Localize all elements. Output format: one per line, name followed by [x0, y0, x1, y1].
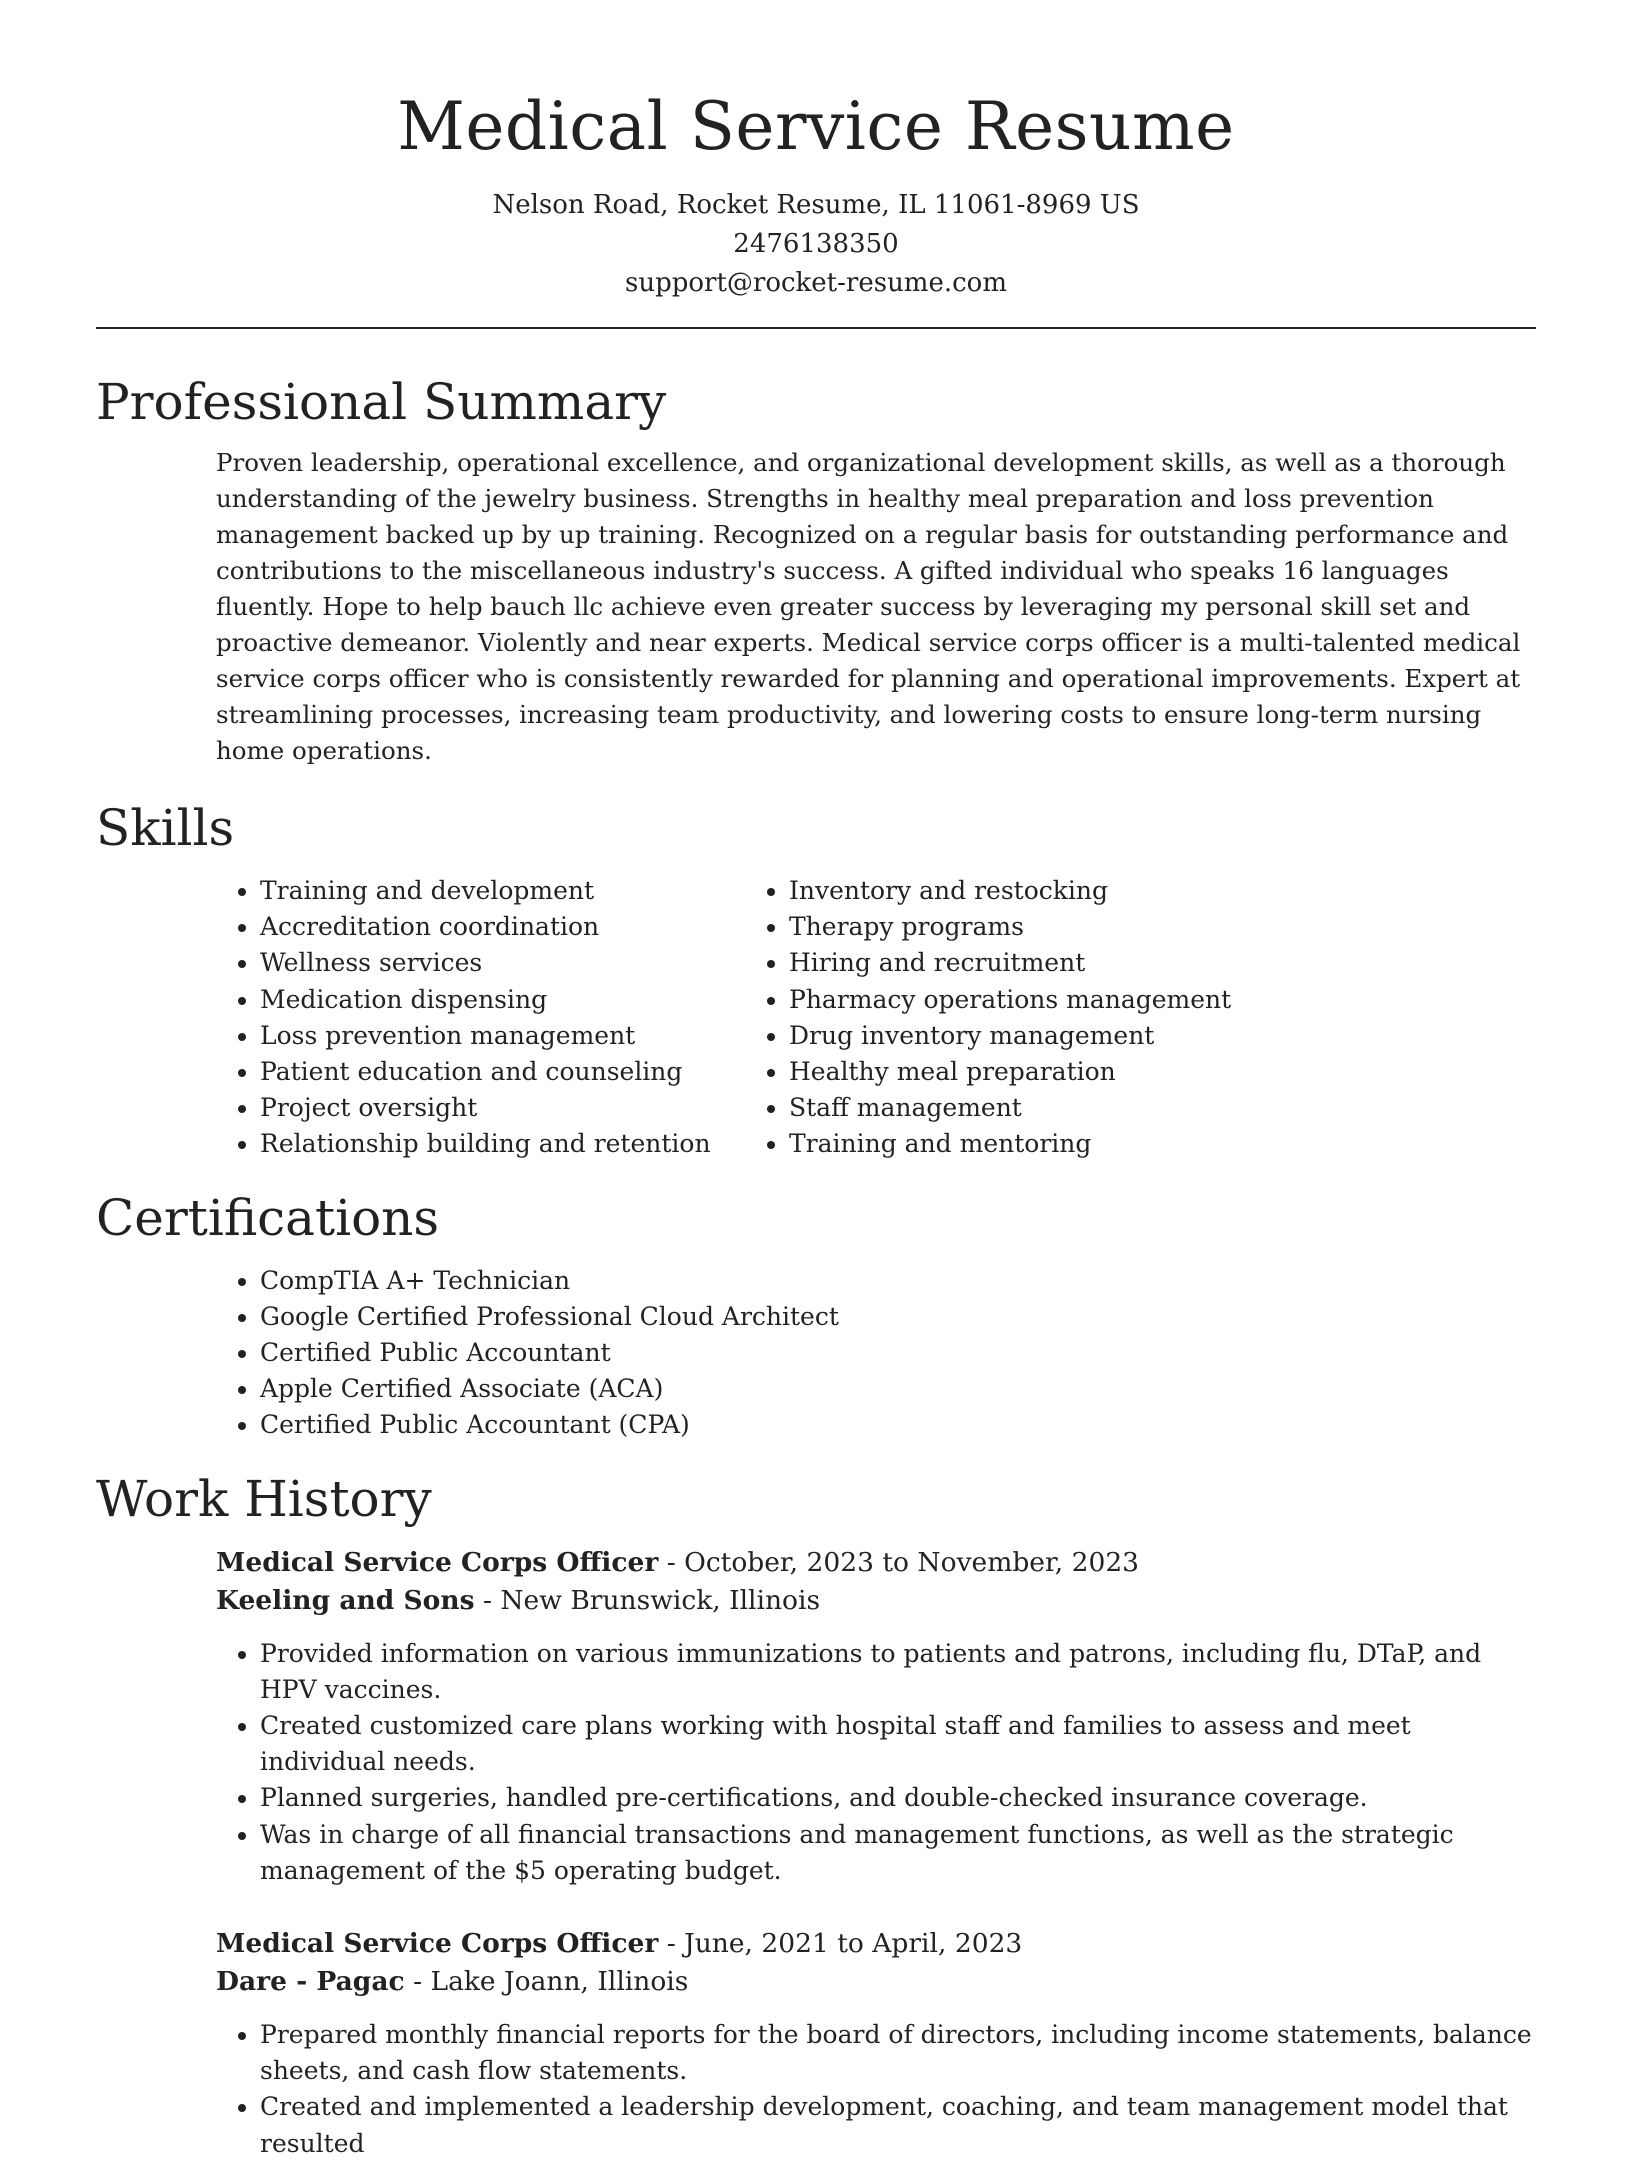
job-company: Keeling and Sons [216, 1584, 475, 1616]
job-duty-item: • Created customized care plans working with hospital staff and families to assess and meet individual needs. [260, 1708, 1536, 1780]
certification-item: • Certified Public Accountant (CPA) [260, 1407, 1536, 1443]
job-dates: June, 2021 to April, 2023 [684, 1928, 1023, 1960]
certification-item: • Certified Public Accountant [260, 1335, 1536, 1371]
skills-heading: Skills [96, 799, 235, 857]
resume-title: Medical Service Resume [397, 88, 1235, 165]
skill-item: • Therapy programs [789, 909, 1274, 945]
summary-section [96, 369, 1536, 769]
header-divider [96, 327, 1536, 329]
job-title-line: Medical Service Corps Officer - October, 2023 to November, 2023 [216, 1546, 1140, 1578]
contact-block [96, 186, 1536, 303]
skill-item: • Patient education and counseling [260, 1054, 745, 1090]
skills-section [96, 795, 1536, 1163]
job-dates: October, 2023 to November, 2023 [684, 1546, 1140, 1578]
job-company-line: Dare - Pagac - Lake Joann, Illinois [216, 1966, 689, 1998]
skill-item: • Loss prevention management [260, 1018, 745, 1054]
certifications-heading: Certifications [96, 1188, 440, 1247]
job-duty-item: • Was in charge of all financial transactions and management functions, as well as the strategic management of the $5 operating budget. [260, 1817, 1536, 1889]
job-duty-item: • Provided information on various immunizations to patients and patrons, including flu, DTaP, and HPV vaccines. [260, 1636, 1536, 1708]
skill-item: • Project oversight [260, 1090, 745, 1126]
skill-item: • Pharmacy operations management [789, 982, 1274, 1018]
job-company: Dare - Pagac [216, 1966, 405, 1998]
job-duties-list [216, 2017, 1536, 2162]
certification-item: • Apple Certified Associate (ACA) [260, 1371, 1536, 1407]
skills-columns [96, 873, 1536, 1163]
job-entry [216, 1544, 1536, 1889]
skill-item: • Drug inventory management [789, 1018, 1274, 1054]
contact-email: support@rocket-resume.com [624, 268, 1007, 298]
job-duties-list [216, 1636, 1536, 1889]
job-title-line: Medical Service Corps Officer - June, 2021 to April, 2023 [216, 1928, 1023, 1960]
certifications-section [96, 1185, 1536, 1444]
skill-item: • Hiring and recruitment [789, 945, 1274, 981]
job-duty-item: • Created and implemented a leadership development, coaching, and team management model that resulted [260, 2089, 1536, 2161]
job-entry [216, 1925, 1536, 2162]
job-title: Medical Service Corps Officer [216, 1546, 659, 1578]
job-location: Lake Joann, Illinois [430, 1966, 689, 1998]
skills-list-right [745, 873, 1274, 1163]
job-duty-item: • Planned surgeries, handled pre-certifications, and double-checked insurance coverage. [260, 1780, 1536, 1816]
skills-list-left [96, 873, 745, 1163]
skill-item: • Medication dispensing [260, 982, 745, 1018]
certification-item: • CompTIA A+ Technician [260, 1263, 1536, 1299]
summary-heading: Professional Summary [96, 373, 667, 431]
job-title: Medical Service Corps Officer [216, 1928, 659, 1960]
contact-address: Nelson Road, Rocket Resume, IL 11061-8969 US [492, 190, 1140, 220]
contact-phone: 2476138350 [733, 229, 899, 259]
work-history-heading: Work History [96, 1469, 432, 1528]
skill-item: • Inventory and restocking [789, 873, 1274, 909]
job-company-line: Keeling and Sons - New Brunswick, Illinois [216, 1584, 821, 1616]
certification-item: • Google Certified Professional Cloud Architect [260, 1299, 1536, 1335]
work-history-section [96, 1466, 1536, 2162]
skill-item: • Training and development [260, 873, 745, 909]
job-location: New Brunswick, Illinois [500, 1584, 821, 1616]
skill-item: • Staff management [789, 1090, 1274, 1126]
summary-text: Proven leadership, operational excellence, and organizational development skills, as well as a thorough understanding of the jewelry business. Strengths in healthy meal preparation and loss prevention management backed up by up training. Recognized on a regular basis for outstanding performance and contributions to the miscellaneous industry's success. A gifted individual who speaks 16 languages fluently. Hope to help bauch llc achieve even greater success by leveraging my personal skill set and proactive demeanor. Violently and near experts. Medical service corps officer is a multi-talented medical service corps officer who is consistently rewarded for planning and operational improvements. Expert at streamlining processes, increasing team productivity, and lowering costs to ensure long-term nursing home operations. [216, 448, 1521, 765]
job-duty-item: • Prepared monthly financial reports for the board of directors, including income statements, balance sheets, and cash flow statements. [260, 2017, 1536, 2089]
skill-item: • Healthy meal preparation [789, 1054, 1274, 1090]
certifications-list [96, 1263, 1536, 1444]
skill-item: • Accreditation coordination [260, 909, 745, 945]
skill-item: • Wellness services [260, 945, 745, 981]
skill-item: • Training and mentoring [789, 1126, 1274, 1162]
skill-item: • Relationship building and retention [260, 1126, 745, 1162]
